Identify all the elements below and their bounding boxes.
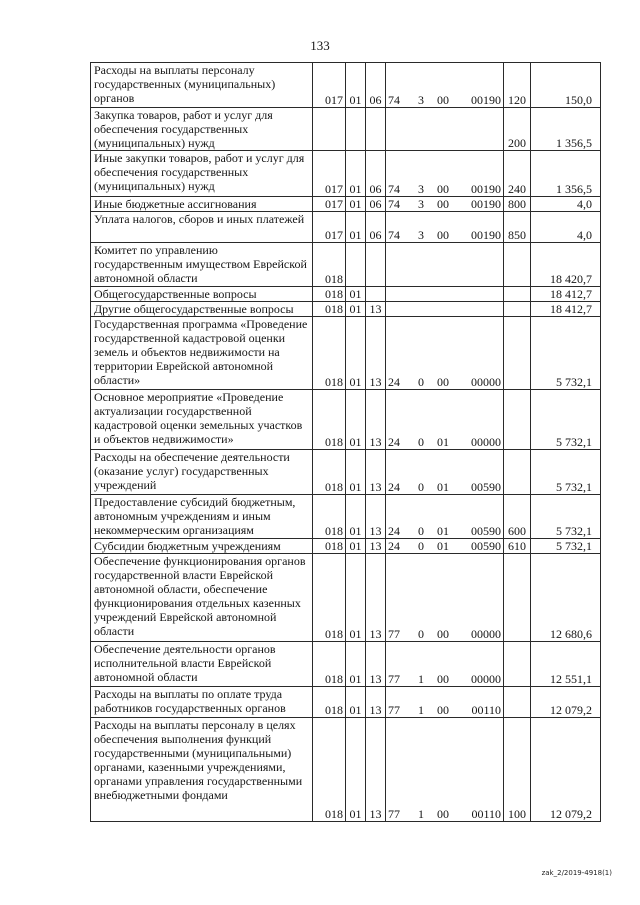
rz-cell	[346, 243, 366, 287]
amount-cell: 12 680,6	[531, 554, 601, 642]
table-row	[91, 642, 601, 687]
row-name-cell: Обеспечение деятельности органов исполнительной власти Еврейской автономной области	[91, 642, 313, 687]
gr-cell: 018	[313, 495, 346, 539]
vr-cell	[504, 390, 531, 450]
rz-cell: 01	[346, 687, 366, 718]
table-body	[91, 63, 601, 822]
csr-part: 0	[418, 539, 424, 553]
vr-cell	[504, 642, 531, 687]
csr-part: 1	[418, 807, 424, 821]
vr-cell: 850	[504, 212, 531, 243]
row-name-cell: Комитет по управлению государственным имуществом Еврейской автономной области	[91, 243, 313, 287]
gr-cell: 018	[313, 317, 346, 390]
gr-cell	[313, 108, 346, 151]
gr-cell: 018	[313, 302, 346, 317]
csr-part: 00590	[471, 524, 501, 538]
pr-cell: 13	[366, 390, 386, 450]
vr-cell	[504, 302, 531, 317]
csr-part: 3	[418, 197, 424, 211]
vr-cell: 800	[504, 197, 531, 212]
row-name-cell: Уплата налогов, сборов и иных платежей	[91, 212, 313, 243]
gr-cell: 017	[313, 151, 346, 197]
vr-cell: 120	[504, 63, 531, 108]
rz-cell: 01	[346, 554, 366, 642]
csr-part: 1	[418, 703, 424, 717]
amount-cell: 12 079,2	[531, 687, 601, 718]
amount-cell: 1 356,5	[531, 151, 601, 197]
row-name-cell: Расходы на выплаты персоналу государственных (муниципальных) органов	[91, 63, 313, 108]
row-name-cell: Закупка товаров, работ и услуг для обеспечения государственных (муниципальных) нужд	[91, 108, 313, 151]
gr-cell: 018	[313, 243, 346, 287]
rz-cell: 01	[346, 63, 366, 108]
csr-part: 00	[437, 627, 449, 641]
table-row	[91, 317, 601, 390]
row-name-cell: Основное мероприятие «Проведение актуализации государственной кадастровой оценки земельных участков и объектов недвижимости»	[91, 390, 313, 450]
csr-cell	[386, 63, 504, 108]
row-name-cell: Общегосударственные вопросы	[91, 287, 313, 302]
csr-part: 00	[437, 197, 449, 211]
csr-part: 24	[388, 539, 400, 553]
csr-part: 00	[437, 375, 449, 389]
rz-cell: 01	[346, 390, 366, 450]
csr-code	[388, 228, 501, 242]
document-code: zak_2/2019-4918(1)	[541, 869, 612, 877]
csr-part: 00000	[471, 627, 501, 641]
csr-cell	[386, 287, 504, 302]
table-row	[91, 287, 601, 302]
amount-cell: 12 079,2	[531, 718, 601, 822]
pr-cell	[366, 108, 386, 151]
csr-cell	[386, 718, 504, 822]
csr-part: 00	[437, 807, 449, 821]
csr-part: 0	[418, 524, 424, 538]
csr-code	[388, 375, 501, 389]
csr-part: 24	[388, 375, 400, 389]
table-row	[91, 302, 601, 317]
csr-part: 74	[388, 182, 400, 196]
csr-cell	[386, 642, 504, 687]
csr-part: 00000	[471, 375, 501, 389]
amount-cell: 5 732,1	[531, 450, 601, 495]
csr-part: 3	[418, 93, 424, 107]
pr-cell: 13	[366, 642, 386, 687]
rz-cell: 01	[346, 642, 366, 687]
gr-cell: 018	[313, 287, 346, 302]
amount-cell: 5 732,1	[531, 317, 601, 390]
vr-cell	[504, 287, 531, 302]
vr-cell: 610	[504, 539, 531, 554]
csr-part: 00190	[471, 182, 501, 196]
pr-cell: 06	[366, 197, 386, 212]
amount-cell: 18 420,7	[531, 243, 601, 287]
rz-cell: 01	[346, 317, 366, 390]
csr-code	[388, 539, 501, 553]
pr-cell: 06	[366, 63, 386, 108]
amount-cell: 5 732,1	[531, 390, 601, 450]
row-name-cell: Обеспечение функционирования органов государственной власти Еврейской автономной области, обеспечение функционирования отдельных казенных учреждений Еврейской автономной области	[91, 554, 313, 642]
table-row	[91, 212, 601, 243]
csr-part: 74	[388, 228, 400, 242]
csr-part: 00000	[471, 672, 501, 686]
amount-cell: 1 356,5	[531, 108, 601, 151]
csr-cell	[386, 554, 504, 642]
row-name-cell: Иные бюджетные ассигнования	[91, 197, 313, 212]
rz-cell: 01	[346, 539, 366, 554]
csr-part: 01	[437, 480, 449, 494]
csr-part: 24	[388, 480, 400, 494]
csr-part: 77	[388, 807, 400, 821]
csr-part: 00	[437, 672, 449, 686]
vr-cell	[504, 450, 531, 495]
gr-cell: 018	[313, 539, 346, 554]
csr-cell	[386, 317, 504, 390]
pr-cell: 13	[366, 302, 386, 317]
rz-cell: 01	[346, 302, 366, 317]
pr-cell	[366, 287, 386, 302]
vr-cell	[504, 687, 531, 718]
csr-cell	[386, 212, 504, 243]
csr-cell	[386, 687, 504, 718]
vr-cell	[504, 554, 531, 642]
pr-cell: 06	[366, 151, 386, 197]
row-name-cell: Субсидии бюджетным учреждениям	[91, 539, 313, 554]
csr-part: 01	[437, 524, 449, 538]
csr-part: 74	[388, 197, 400, 211]
csr-part: 00590	[471, 480, 501, 494]
row-name-cell: Расходы на выплаты персоналу в целях обеспечения выполнения функций государственными (муниципальными) органами, казенными учреждениями, органами управления государственными внебюджетными фондами	[91, 718, 313, 822]
table-row	[91, 197, 601, 212]
amount-cell: 4,0	[531, 212, 601, 243]
csr-part: 01	[437, 539, 449, 553]
pr-cell	[366, 243, 386, 287]
gr-cell: 018	[313, 450, 346, 495]
pr-cell: 13	[366, 687, 386, 718]
pr-cell: 13	[366, 317, 386, 390]
pr-cell: 06	[366, 212, 386, 243]
pr-cell: 13	[366, 450, 386, 495]
row-name-cell: Расходы на обеспечение деятельности (оказание услуг) государственных учреждений	[91, 450, 313, 495]
gr-cell: 017	[313, 63, 346, 108]
row-name-cell: Государственная программа «Проведение государственной кадастровой оценки земель и объектов недвижимости на территории Еврейской автономной области»	[91, 317, 313, 390]
csr-cell	[386, 197, 504, 212]
amount-cell: 18 412,7	[531, 287, 601, 302]
gr-cell: 017	[313, 197, 346, 212]
table-row	[91, 63, 601, 108]
gr-cell: 018	[313, 718, 346, 822]
csr-part: 00	[437, 228, 449, 242]
rz-cell: 01	[346, 450, 366, 495]
csr-part: 00190	[471, 197, 501, 211]
csr-code	[388, 672, 501, 686]
csr-part: 77	[388, 672, 400, 686]
rz-cell: 01	[346, 495, 366, 539]
csr-part: 0	[418, 627, 424, 641]
amount-cell: 4,0	[531, 197, 601, 212]
csr-code	[388, 197, 501, 211]
table-row	[91, 151, 601, 197]
rz-cell: 01	[346, 197, 366, 212]
gr-cell: 017	[313, 212, 346, 243]
rz-cell: 01	[346, 151, 366, 197]
csr-cell	[386, 302, 504, 317]
vr-cell: 200	[504, 108, 531, 151]
amount-cell: 150,0	[531, 63, 601, 108]
table-row	[91, 718, 601, 822]
csr-part: 01	[437, 435, 449, 449]
csr-part: 1	[418, 672, 424, 686]
csr-part: 00110	[471, 703, 501, 717]
amount-cell: 5 732,1	[531, 495, 601, 539]
rz-cell: 01	[346, 212, 366, 243]
pr-cell: 13	[366, 554, 386, 642]
csr-code	[388, 93, 501, 107]
table-row	[91, 450, 601, 495]
amount-cell: 12 551,1	[531, 642, 601, 687]
vr-cell	[504, 243, 531, 287]
csr-part: 3	[418, 182, 424, 196]
csr-part: 00110	[471, 807, 501, 821]
csr-code	[388, 480, 501, 494]
csr-code	[388, 182, 501, 196]
row-name-cell: Расходы на выплаты по оплате труда работников государственных органов	[91, 687, 313, 718]
vr-cell	[504, 317, 531, 390]
csr-part: 24	[388, 524, 400, 538]
csr-part: 3	[418, 228, 424, 242]
row-name-cell: Другие общегосударственные вопросы	[91, 302, 313, 317]
csr-code	[388, 435, 501, 449]
csr-cell	[386, 243, 504, 287]
csr-part: 00000	[471, 435, 501, 449]
csr-part: 00590	[471, 539, 501, 553]
csr-part: 74	[388, 93, 400, 107]
pr-cell: 13	[366, 718, 386, 822]
gr-cell: 018	[313, 390, 346, 450]
row-name-cell: Предоставление субсидий бюджетным, автономным учреждениям и иным некоммерческим организациям	[91, 495, 313, 539]
table-row	[91, 539, 601, 554]
csr-part: 00190	[471, 93, 501, 107]
csr-part: 00	[437, 93, 449, 107]
csr-part: 00	[437, 182, 449, 196]
csr-cell	[386, 108, 504, 151]
csr-part: 77	[388, 703, 400, 717]
table-row	[91, 495, 601, 539]
csr-code	[388, 524, 501, 538]
csr-part: 0	[418, 375, 424, 389]
amount-cell: 18 412,7	[531, 302, 601, 317]
page-number: 133	[310, 38, 330, 53]
gr-cell: 018	[313, 554, 346, 642]
csr-cell	[386, 390, 504, 450]
csr-part: 00190	[471, 228, 501, 242]
table-row	[91, 243, 601, 287]
csr-part: 00	[437, 703, 449, 717]
csr-part: 24	[388, 435, 400, 449]
pr-cell: 13	[366, 539, 386, 554]
rz-cell: 01	[346, 718, 366, 822]
csr-code	[388, 807, 501, 821]
csr-cell	[386, 539, 504, 554]
csr-part: 77	[388, 627, 400, 641]
rz-cell: 01	[346, 287, 366, 302]
gr-cell: 018	[313, 687, 346, 718]
table-row	[91, 108, 601, 151]
amount-cell: 5 732,1	[531, 539, 601, 554]
csr-cell	[386, 450, 504, 495]
rz-cell	[346, 108, 366, 151]
table-row	[91, 390, 601, 450]
csr-cell	[386, 151, 504, 197]
vr-cell: 240	[504, 151, 531, 197]
table-row	[91, 687, 601, 718]
row-name-cell: Иные закупки товаров, работ и услуг для обеспечения государственных (муниципальных) нужд	[91, 151, 313, 197]
gr-cell: 018	[313, 642, 346, 687]
vr-cell: 600	[504, 495, 531, 539]
vr-cell: 100	[504, 718, 531, 822]
pr-cell: 13	[366, 495, 386, 539]
budget-table	[90, 62, 601, 822]
table-row	[91, 554, 601, 642]
csr-code	[388, 703, 501, 717]
csr-cell	[386, 495, 504, 539]
csr-code	[388, 627, 501, 641]
csr-part: 0	[418, 480, 424, 494]
csr-part: 0	[418, 435, 424, 449]
